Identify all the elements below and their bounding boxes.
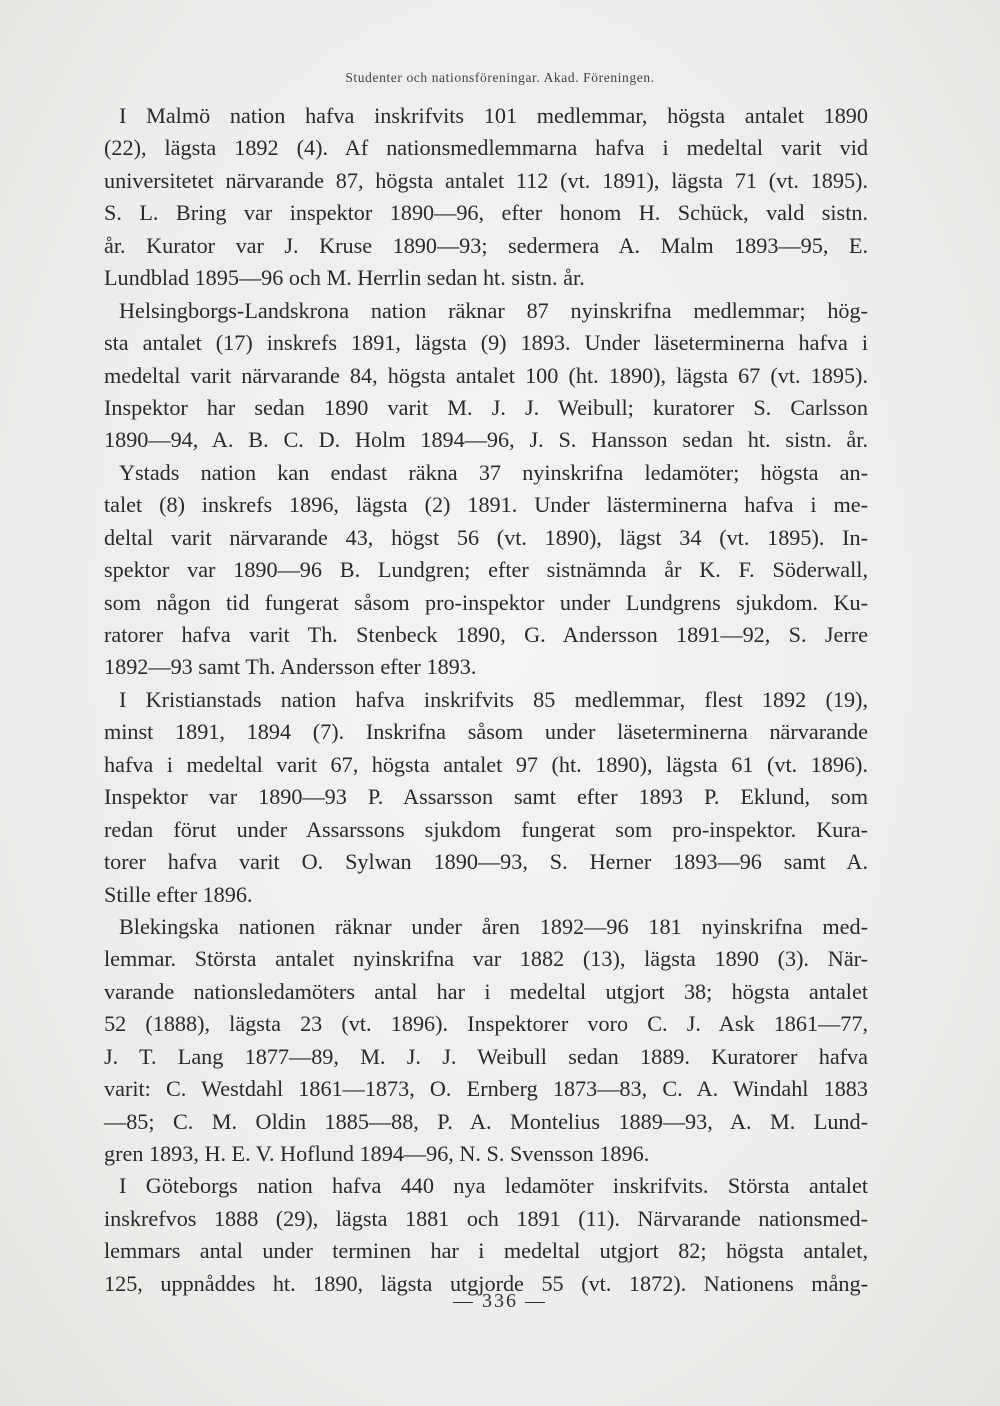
text-line: ratorer hafva varit Th. Stenbeck 1890, G. Andersson 1891—92, S. Jerre [104,622,868,647]
text-line: Helsingborgs-Landskrona nation räknar 87 nyinskrifna medlemmar; hög- [119,297,868,323]
text-line: medeltal varit närvarande 84, högsta antalet 100 (ht. 1890), lägsta 67 (vt. 1895). [104,362,868,388]
text-line: Lundblad 1895—96 och M. Herrlin sedan ht. sistn. år. [104,265,585,291]
text-line: inskrefvos 1888 (29), lägsta 1881 och 1891 (11). Närvarande nationsmed- [104,1205,868,1231]
text-line: hafva i medeltal varit 67, högsta antalet 97 (ht. 1890), lägsta 61 (vt. 1896). [104,751,868,777]
text-line: Stille efter 1896. [104,881,253,907]
text-line: sta antalet (17) inskrefs 1891, lägsta (9) 1893. Under läseterminerna hafva i [104,330,868,356]
text-line: (22), lägsta 1892 (4). Af nationsmedlemmarna hafva i medeltal varit vid [104,135,868,161]
text-line: deltal varit närvarande 43, högst 56 (vt. 1890), lägst 34 (vt. 1895). In- [104,524,868,550]
text-line: Blekingska nationen räknar under åren 1892—96 181 nyinskrifna med- [119,913,868,939]
text-line: —85; C. M. Oldin 1885—88, P. A. Montelius 1889—93, A. M. Lund- [104,1108,868,1134]
text-line: spektor var 1890—96 B. Lundgren; efter sistnämnda år K. F. Söderwall, [104,557,868,583]
text-line: talet (8) inskrefs 1896, lägsta (2) 1891. Under lästerminerna hafva i me- [104,492,868,518]
text-line: minst 1891, 1894 (7). Inskrifna såsom under läseterminerna närvarande [104,719,868,745]
text-line: 125, uppnåddes ht. 1890, lägsta utgjorde 55 (vt. 1872). Nationens mång- [104,1270,868,1296]
text-line: Ystads nation kan endast räkna 37 nyinskrifna ledamöter; högsta an- [119,459,868,485]
running-head: Studenter och nationsföreningar. Akad. Föreningen. [345,70,655,85]
page-number: — 336 — [453,1290,547,1312]
text-line: lemmar. Största antalet nyinskrifna var 1882 (13), lägsta 1890 (3). När- [104,946,868,972]
text-line: I Kristianstads nation hafva inskrifvits 85 medlemmar, flest 1892 (19), [119,686,868,712]
text-line: gren 1893, H. E. V. Hoflund 1894—96, N. S. Svensson 1896. [104,1141,650,1166]
text-line: I Göteborgs nation hafva 440 nya ledamöter inskrifvits. Största antalet [119,1173,868,1199]
text-line: redan förut under Assarssons sjukdom fungerat som pro-inspektor. Kura- [104,816,868,842]
text-line: år. Kurator var J. Kruse 1890—93; sedermera A. Malm 1893—95, E. [104,232,868,258]
text-line: varande nationsledamöters antal har i medeltal utgjort 38; högsta antalet [104,978,868,1004]
text-line: 1892—93 samt Th. Andersson efter 1893. [104,654,477,680]
text-line: som någon tid fungerat såsom pro-inspektor under Lundgrens sjukdom. Ku- [104,589,868,615]
text-line: J. T. Lang 1877—89, M. J. J. Weibull sedan 1889. Kuratorer hafva [104,1043,868,1069]
text-line: varit: C. Westdahl 1861—1873, O. Ernberg 1873—83, C. A. Windahl 1883 [104,1076,868,1102]
text-line: S. L. Bring var inspektor 1890—96, efter honom H. Schück, vald sistn. [104,200,868,226]
text-line: torer hafva varit O. Sylwan 1890—93, S. Herner 1893—96 samt A. [104,849,868,875]
body-text [104,100,868,1300]
text-line: 1890—94, A. B. C. D. Holm 1894—96, J. S. Hansson sedan ht. sistn. år. [104,427,868,453]
text-line: universitetet närvarande 87, högsta antalet 112 (vt. 1891), lägsta 71 (vt. 1895). [104,167,868,193]
text-line: I Malmö nation hafva inskrifvits 101 medlemmar, högsta antalet 1890 [119,103,868,128]
text-line: Inspektor har sedan 1890 varit M. J. J. Weibull; kuratorer S. Carlsson [104,394,868,420]
text-line: Inspektor var 1890—93 P. Assarsson samt efter 1893 P. Eklund, som [104,784,868,810]
text-line: 52 (1888), lägsta 23 (vt. 1896). Inspektorer voro C. J. Ask 1861—77, [104,1011,868,1037]
text-line: lemmars antal under terminen har i medeltal utgjort 82; högsta antalet, [104,1238,868,1264]
